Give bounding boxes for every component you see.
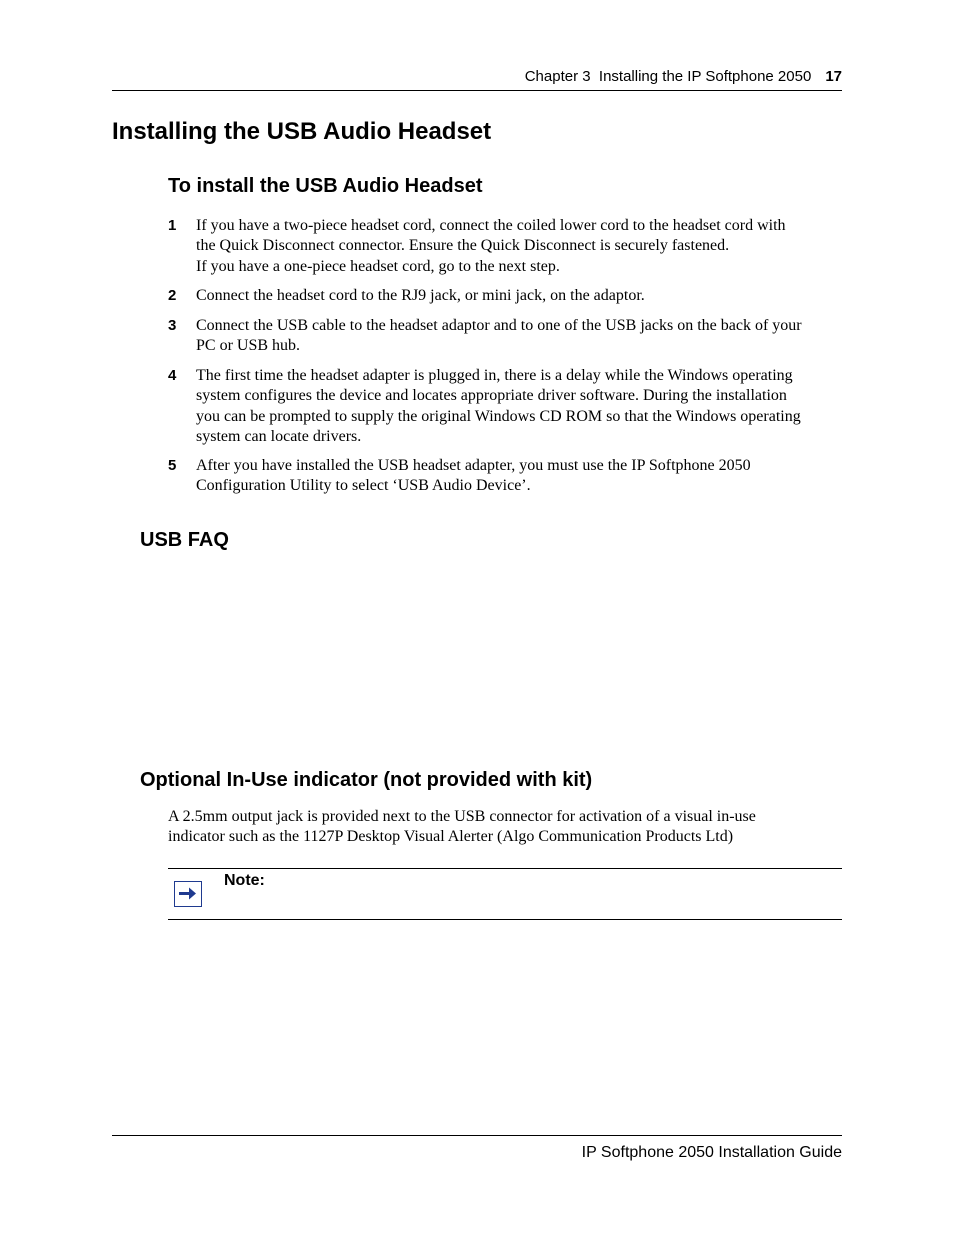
footer-guide-title: IP Softphone 2050 Installation Guide bbox=[581, 1144, 842, 1161]
step-line: Connect the headset cord to the RJ9 jack, or mini jack, on the adaptor. bbox=[196, 287, 645, 304]
note-bottom-rule bbox=[168, 919, 842, 920]
page-number: 17 bbox=[825, 68, 842, 85]
body-line: indicator such as the 1127P Desktop Visual Alerter (Algo Communication Products Ltd) bbox=[168, 828, 734, 846]
indicator-title: Optional In-Use indicator (not provided with kit) bbox=[140, 769, 593, 791]
faq-title: USB FAQ bbox=[140, 529, 229, 551]
step-1 bbox=[168, 216, 842, 277]
step-line: Configuration Utility to select ‘USB Audio Device’. bbox=[196, 477, 531, 495]
step-line: you can be prompted to supply the original Windows CD ROM so that the Windows operating bbox=[196, 407, 801, 425]
note-label: Note: bbox=[224, 872, 265, 889]
step-line: PC or USB hub. bbox=[196, 337, 301, 355]
step-number: 5 bbox=[168, 457, 177, 474]
arrow-right-icon bbox=[174, 881, 202, 907]
section-title: Installing the USB Audio Headset bbox=[112, 118, 492, 145]
note-top-rule bbox=[168, 868, 842, 869]
header-rule bbox=[112, 90, 842, 91]
step-line: system configures the device and locates appropriate driver software. During the installation bbox=[196, 387, 787, 405]
step-line: If you have a one-piece headset cord, go to the next step. bbox=[196, 257, 560, 275]
footer-rule bbox=[112, 1135, 842, 1136]
step-line: If you have a two-piece headset cord, connect the coiled lower cord to the headset cord with bbox=[196, 217, 786, 234]
step-number: 1 bbox=[168, 217, 177, 234]
step-line: The first time the headset adapter is plugged in, there is a delay while the Windows operating bbox=[196, 367, 793, 384]
step-number: 4 bbox=[168, 367, 177, 384]
step-5 bbox=[168, 456, 842, 497]
step-2 bbox=[168, 286, 842, 306]
running-header bbox=[112, 68, 842, 85]
body-line: A 2.5mm output jack is provided next to the USB connector for activation of a visual in-use bbox=[168, 808, 756, 825]
step-number: 2 bbox=[168, 287, 177, 304]
step-4 bbox=[168, 366, 842, 447]
chapter-title: Chapter 3 Installing the IP Softphone 2050 bbox=[524, 68, 812, 85]
step-3 bbox=[168, 316, 842, 357]
step-number: 3 bbox=[168, 317, 177, 334]
step-line: system can locate drivers. bbox=[196, 427, 362, 445]
step-line: the Quick Disconnect connector. Ensure the Quick Disconnect is securely fastened. bbox=[196, 237, 730, 255]
step-line: Connect the USB cable to the headset adaptor and to one of the USB jacks on the back of your bbox=[196, 317, 802, 334]
procedure-title: To install the USB Audio Headset bbox=[168, 175, 483, 197]
indicator-body bbox=[168, 807, 842, 848]
step-line: After you have installed the USB headset adapter, you must use the IP Softphone 2050 bbox=[196, 457, 751, 474]
